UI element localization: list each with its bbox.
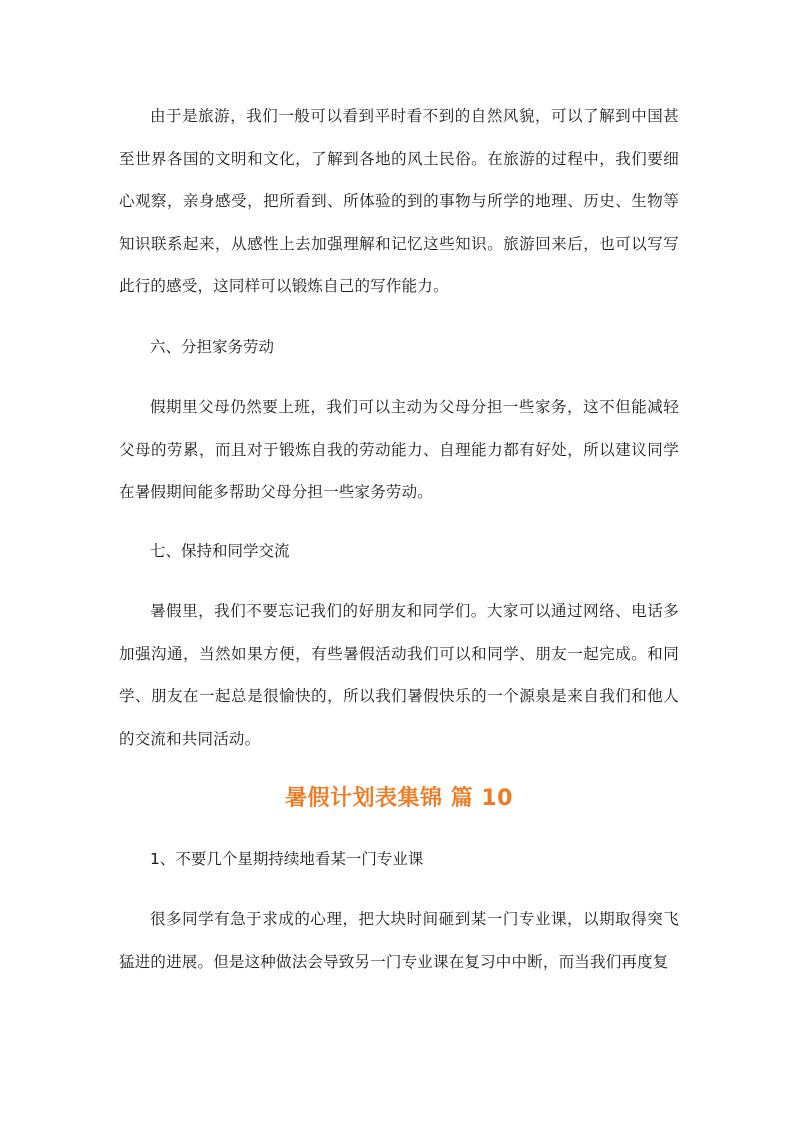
heading-housework: 六、分担家务劳动: [150, 338, 275, 356]
paragraph-housework: 假期里父母仍然要上班，我们可以主动为父母分担一些家务，这不但能减轻父母的劳累，而且对于锻炼自我的劳动能力、自理能力都有好处，所以建议同学在暑假期间能多帮助父母分担一些家务劳动。: [119, 398, 679, 501]
heading-classmates: 七、保持和同学交流: [150, 542, 290, 560]
paragraph-study: 很多同学有急于求成的心理，把大块时间砸到某一门专业课，以期取得突飞猛进的进展。但是这种做法会导致另一门专业课在复习中中断，而当我们再度复: [119, 910, 679, 971]
heading-item-1: 1、不要几个星期持续地看某一门专业课: [150, 850, 424, 868]
section-title: 暑假计划表集锦 篇 10: [285, 786, 513, 811]
paragraph-classmates: 暑假里，我们不要忘记我们的好朋友和同学们。大家可以通过网络、电话多加强沟通，当然如果方便，有些暑假活动我们可以和同学、朋友一起完成。和同学、朋友在一起总是很愉快的，所以我们暑假快乐的一个源泉是来自我们和他人的交流和共同活动。: [119, 602, 679, 748]
paragraph-travel: 由于是旅游，我们一般可以看到平时看不到的自然风貌，可以了解到中国甚至世界各国的文明和文化，了解到各地的风土民俗。在旅游的过程中，我们要细心观察，亲身感受，把所看到、所体验的到的事物与所学的地理、历史、生物等知识联系起来，从感性上去加强理解和记忆这些知识。旅游回来后，也可以写写此行的感受，这同样可以锻炼自己的写作能力。: [119, 107, 679, 295]
